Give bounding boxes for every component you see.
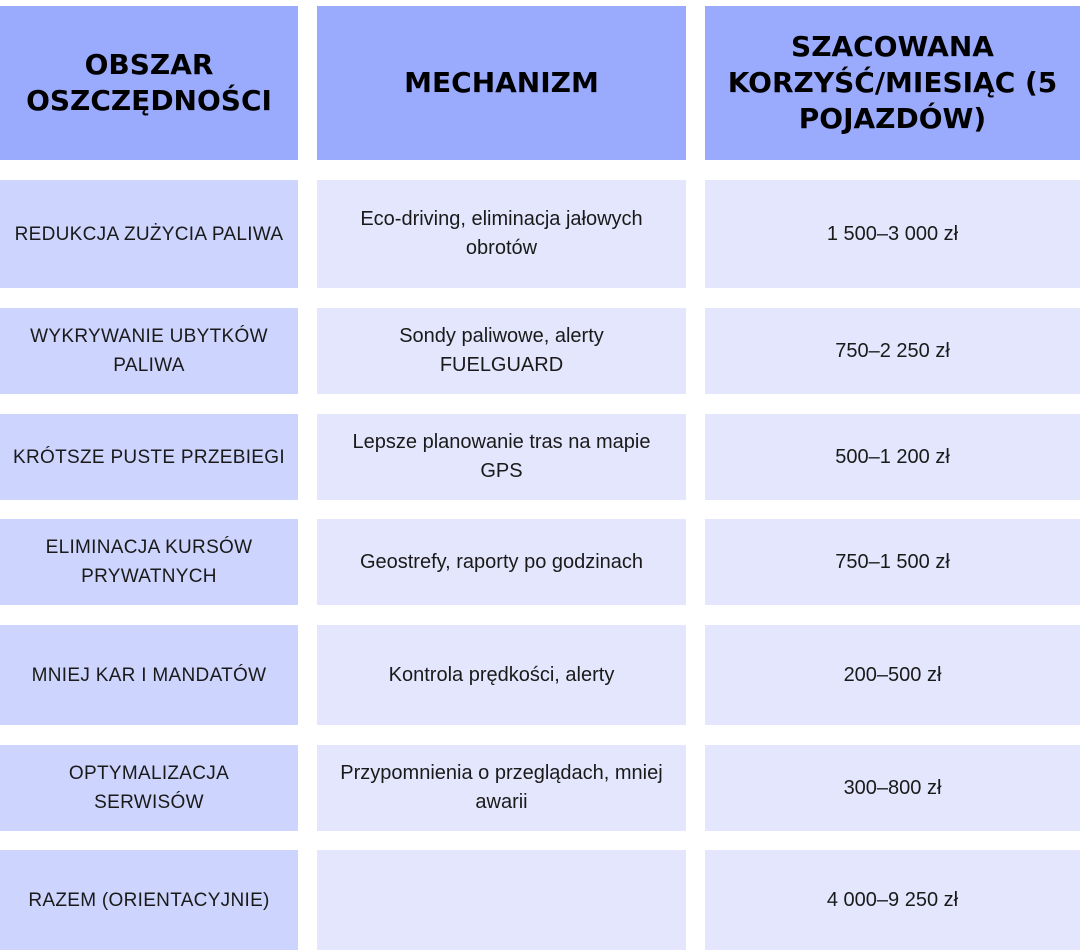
- row-5-mechanism: [317, 625, 686, 725]
- header-area: [0, 6, 298, 160]
- row-total-area: [0, 850, 298, 950]
- row-4-mechanism-label: Geostrefy, raporty po godzinach: [359, 550, 644, 573]
- row-4-area: [0, 519, 298, 605]
- row-6-mechanism-label: Przypomnienia o przeglądach, mniej awarii: [340, 762, 663, 813]
- row-4-area-label: ELIMINACJA KURSÓW PRYWATNYCH: [45, 537, 253, 587]
- row-4-benefit: [705, 519, 1080, 605]
- row-3-area-label: KRÓTSZE PUSTE PRZEBIEGI: [13, 446, 285, 468]
- row-4-mechanism: [317, 519, 686, 605]
- row-6-benefit-label: 300–800 zł: [843, 776, 942, 799]
- row-6-area-label: OPTYMALIZACJA SERWISÓW: [68, 763, 230, 813]
- row-3-benefit-label: 500–1 200 zł: [835, 445, 950, 468]
- row-total-benefit-label: 4 000–9 250 zł: [826, 888, 959, 911]
- row-5-benefit: [705, 625, 1080, 725]
- row-6-mechanism: [317, 745, 686, 831]
- header-benefit-label: SZACOWANA KORZYŚĆ/MIESIĄC (5 POJAZDÓW): [727, 30, 1058, 135]
- row-5-area: [0, 625, 298, 725]
- row-3-area: [0, 414, 298, 500]
- row-1-mechanism-label: Eco-driving, eliminacja jałowych obrotów: [360, 208, 643, 259]
- row-total-benefit: [705, 850, 1080, 950]
- row-3-benefit: [705, 414, 1080, 500]
- row-6-area: [0, 745, 298, 831]
- row-1-mechanism: [317, 180, 686, 288]
- header-mechanism: [317, 6, 686, 160]
- row-2-area-label: WYKRYWANIE UBYTKÓW PALIWA: [30, 326, 268, 376]
- row-2-benefit: [705, 308, 1080, 394]
- row-6-benefit: [705, 745, 1080, 831]
- row-5-benefit-label: 200–500 zł: [843, 663, 942, 686]
- row-2-benefit-label: 750–2 250 zł: [835, 339, 950, 362]
- row-2-area: [0, 308, 298, 394]
- header-benefit: [705, 6, 1080, 160]
- row-3-mechanism: [317, 414, 686, 500]
- row-3-mechanism-label: Lepsze planowanie tras na mapie GPS: [352, 431, 651, 482]
- row-2-mechanism: [317, 308, 686, 394]
- row-1-area: [0, 180, 298, 288]
- row-1-area-label: REDUKCJA ZUŻYCIA PALIWA: [14, 223, 284, 245]
- header-mechanism-label: MECHANIZM: [404, 66, 599, 99]
- row-2-mechanism-label: Sondy paliwowe, alerty FUELGUARD: [399, 325, 604, 376]
- row-1-benefit: [705, 180, 1080, 288]
- row-1-benefit-label: 1 500–3 000 zł: [826, 222, 959, 245]
- row-5-area-label: MNIEJ KAR I MANDATÓW: [31, 664, 267, 686]
- row-4-benefit-label: 750–1 500 zł: [835, 550, 950, 573]
- row-total-area-label: RAZEM (ORIENTACYJNIE): [28, 889, 270, 911]
- row-5-mechanism-label: Kontrola prędkości, alerty: [388, 663, 615, 686]
- row-total-mechanism: [317, 850, 686, 950]
- header-area-label: OBSZAR OSZCZĘDNOŚCI: [26, 48, 272, 117]
